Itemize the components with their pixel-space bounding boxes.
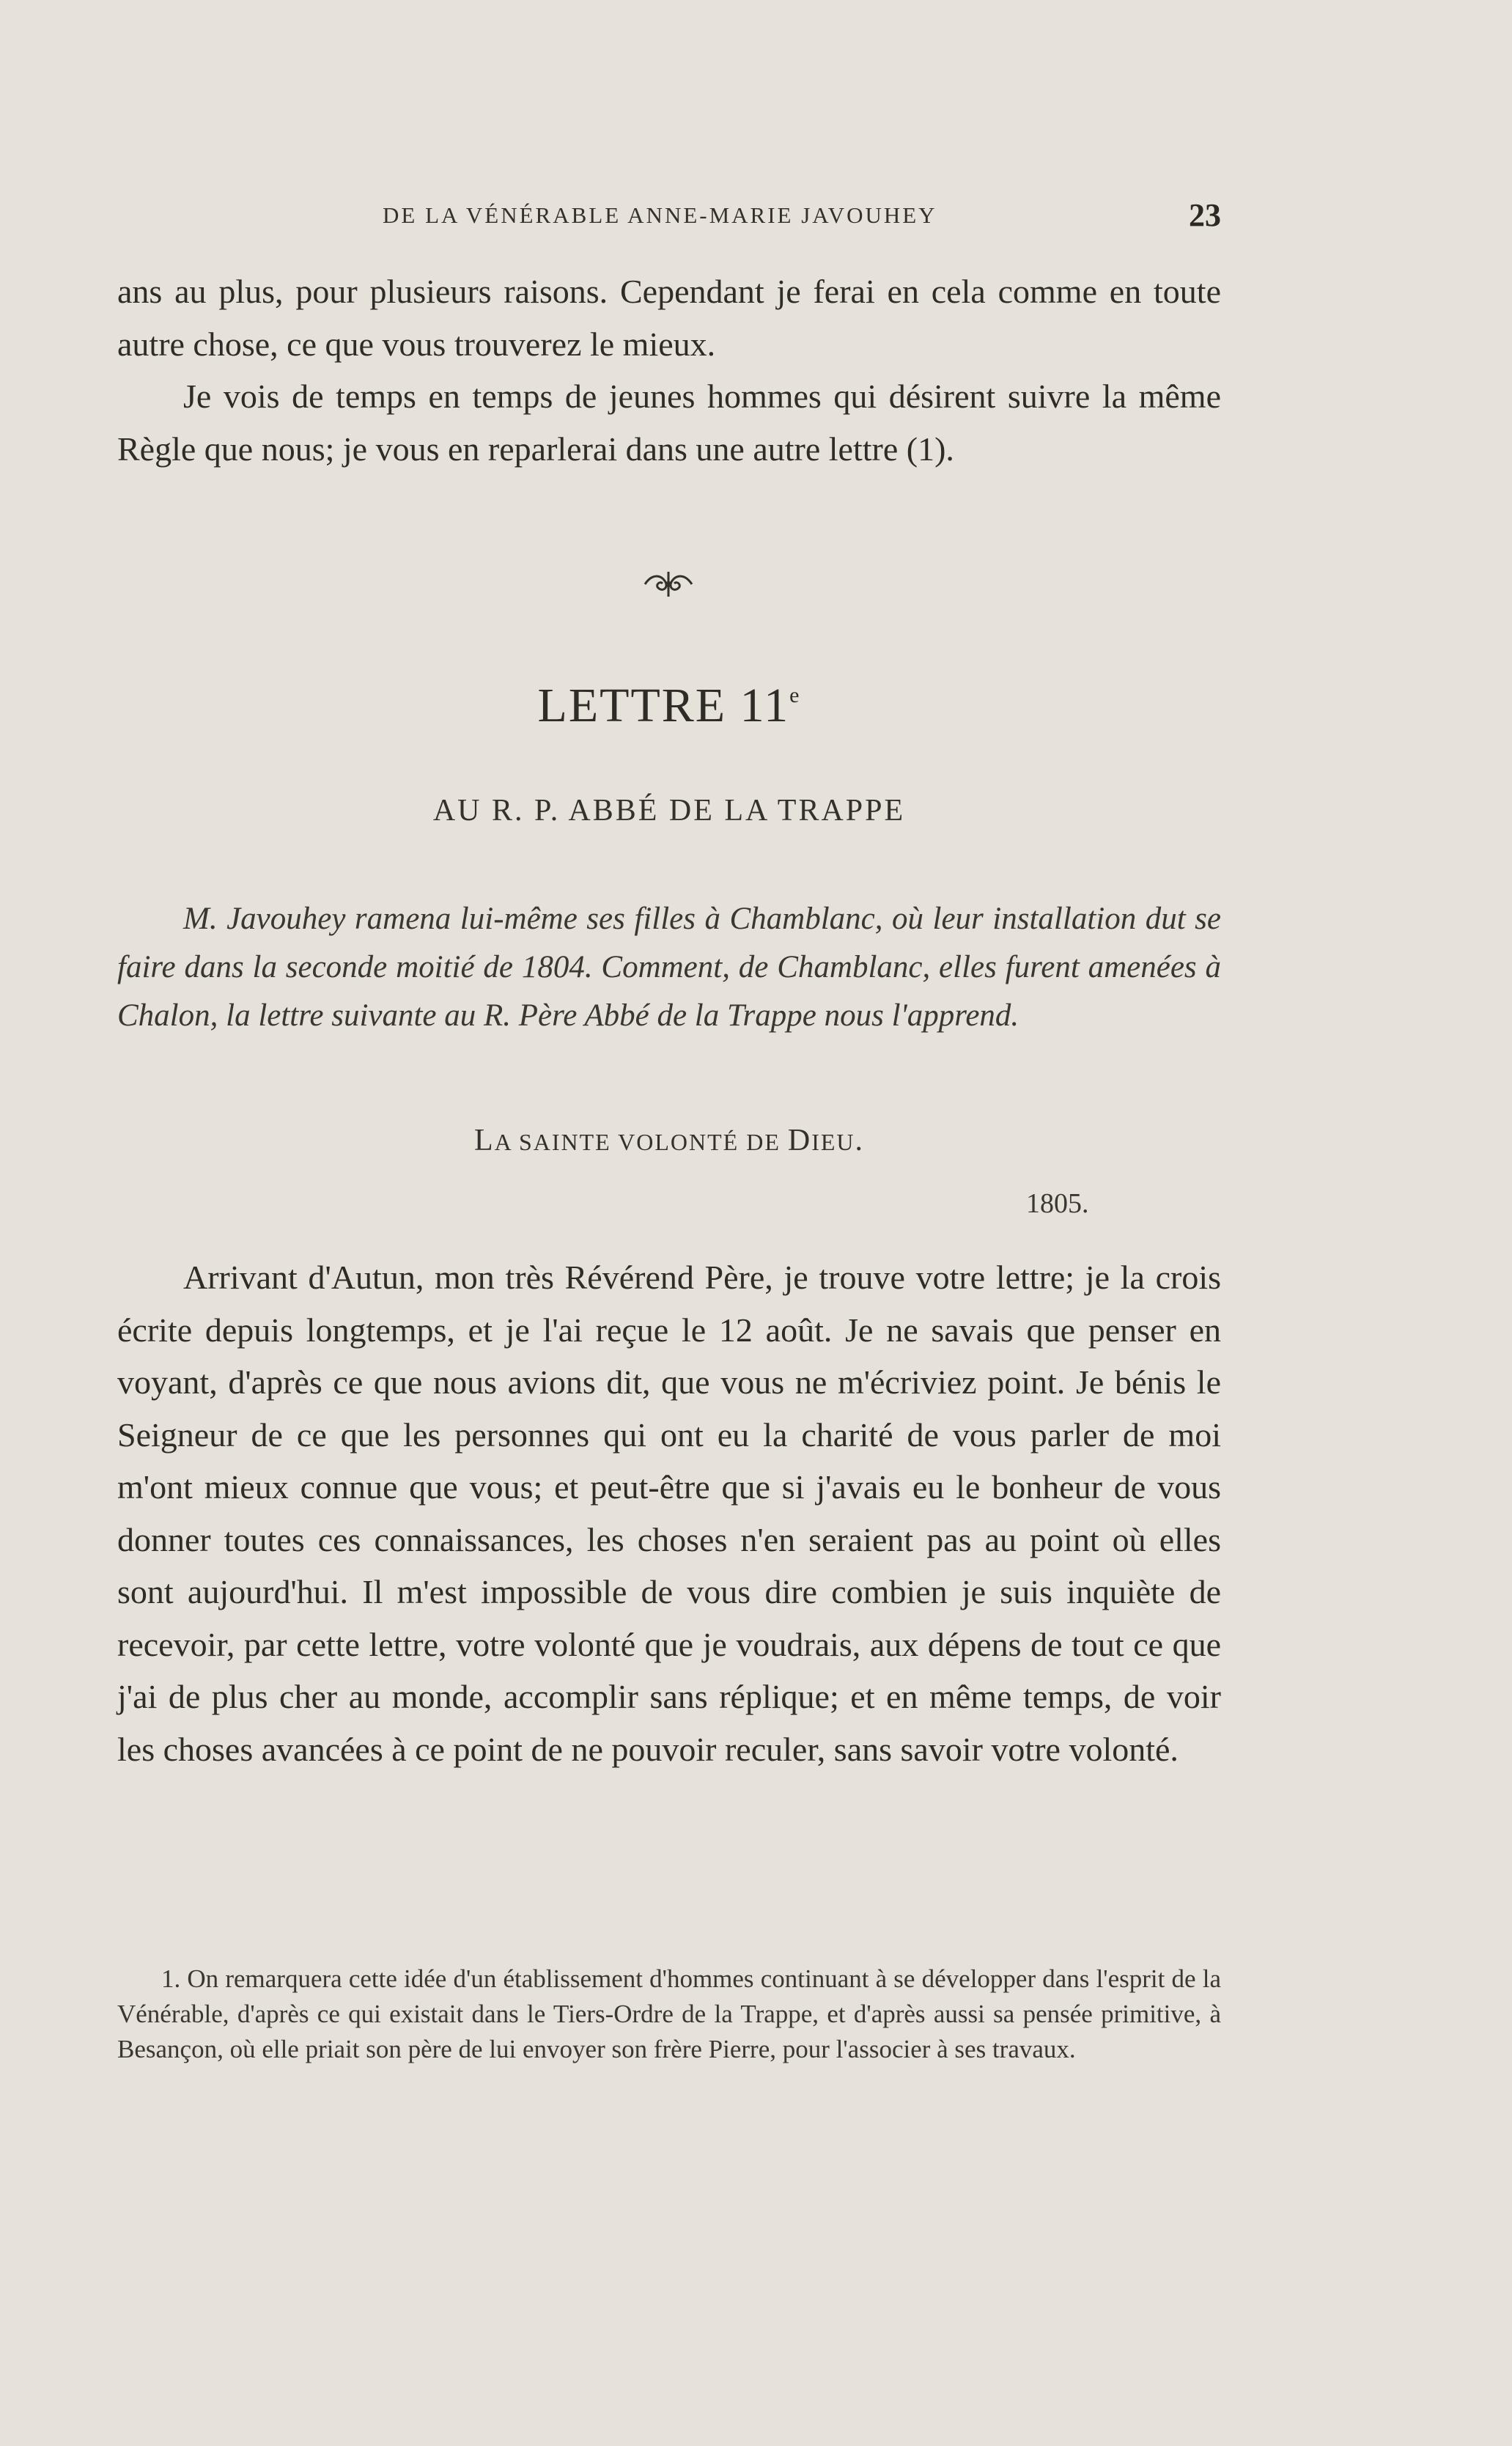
continuation-paragraph-1: ans au plus, pour plusieurs raisons. Cependant je ferai en cela comme en toute autre chose, ce que vous trouverez le mieux. — [117, 273, 1221, 363]
letter-introduction-text: M. Javouhey ramena lui-même ses filles à Chamblanc, où leur installation dut se faire dans la seconde moitié de 1804. Comment, de Chamblanc, elles furent amenées à Chalon, la lettre suivante au R. Père Abbé de la Trappe nous l'apprend. — [117, 902, 1221, 1033]
invocation-text-end: IEU — [811, 1129, 855, 1155]
invocation-initial-d: D — [787, 1124, 812, 1157]
letter-date: 1805. — [1026, 1188, 1089, 1219]
footnote-text: 1. On remarquera cette idée d'un établissement d'hommes continuant à se développer dans l'esprit de la Vénérable, d'après ce qui existait dans le Tiers-Ordre de la Trappe, et d'après aussi sa pensée primitive, à Besançon, où elle priait son père de lui envoyer son frère Pierre, pour l'associer à ses travaux. — [117, 1964, 1221, 2063]
invocation-period: . — [855, 1124, 865, 1157]
invocation-text: A SAINTE VOLONTÉ DE — [494, 1129, 788, 1155]
letter-title — [0, 678, 1338, 734]
footnote — [117, 1961, 1221, 2067]
letter-body-paragraph: Arrivant d'Autun, mon très Révérend Père, je trouve votre lettre; je la crois écrite depuis longtemps, et je l'ai reçue le 12 août. Je ne savais que penser en voyant, d'après ce que nous avions dit, que vous ne m'écriviez point. Je bénis le Seigneur de ce que les personnes qui ont eu la charité de vous parler de moi m'ont mieux connue que vous; et peut-être que si j'avais eu le bonheur de vous donner toutes ces connaissances, les choses n'en seraient pas au point où elles sont aujourd'hui. Il m'est impossible de vous dire combien je suis inquiète de recevoir, par cette lettre, votre volonté que je voudrais, aux dépens de tout ce que j'ai de plus cher au monde, accomplir sans réplique; et en même temps, de voir les choses avancées à ce point de ne pouvoir reculer, sans savoir votre volonté. — [117, 1259, 1221, 1768]
letter-introduction — [117, 895, 1221, 1040]
letter-addressee: AU R. P. ABBÉ DE LA TRAPPE — [432, 794, 906, 828]
letter-body — [117, 1251, 1221, 1775]
continuation-paragraph-2: Je vois de temps en temps de jeunes hommes qui désirent suivre la même Règle que nous; je vous en reparlerai dans une autre lettre (1). — [117, 377, 1221, 468]
continuation-text — [117, 265, 1221, 475]
invocation-initial-l: L — [473, 1124, 495, 1157]
letter-invocation — [0, 1123, 1338, 1158]
fleuron-ornament-icon — [639, 566, 698, 603]
page-number: 23 — [1189, 197, 1221, 233]
running-title: DE LA VÉNÉRABLE ANNE-MARIE JAVOUHEY — [383, 202, 937, 228]
page-header — [117, 196, 1221, 240]
letter-title-text: LETTRE 11 — [537, 679, 790, 732]
letter-title-superscript: e — [789, 683, 801, 707]
